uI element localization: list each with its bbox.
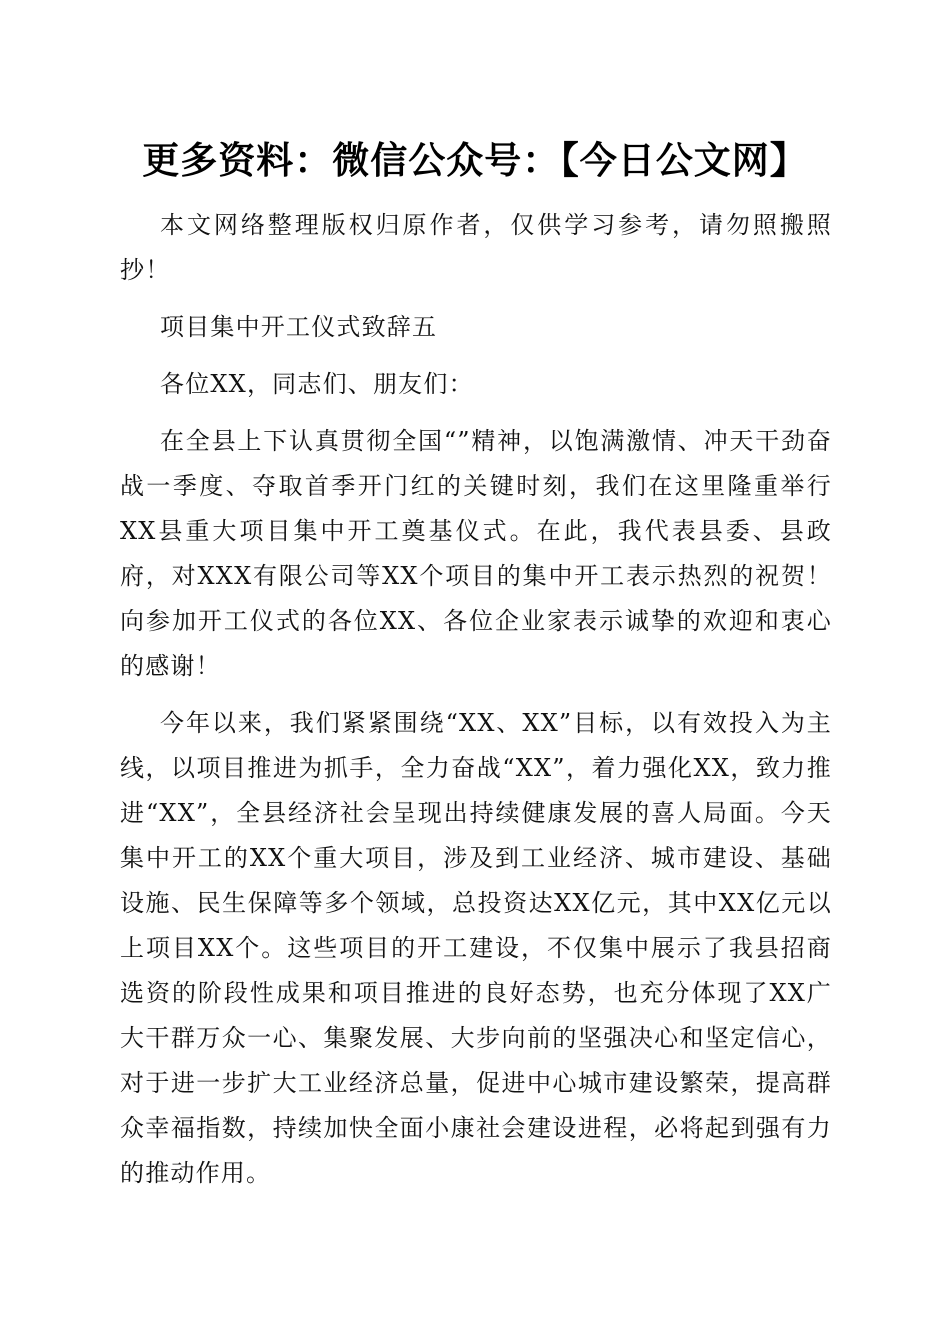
paragraph: 今年以来，我们紧紧围绕“XX、XX”目标，以有效投入为主线，以项目推进为抓手，全力奋战“XX”，着力强化XX，致力推进“XX”，全县经济社会呈现出持续健康发展的喜人局面。今天集中开工的XX个重大项目，涉及到工业经济、城市建设、基础设施、民生保障等多个领域，总投资达XX亿元，其中XX亿元以上项目XX个。这些项目的开工建设，不仅集中展示了我县招商选资的阶段性成果和项目推进的良好态势，也充分体现了XX广大干群万众一心、集聚发展、大步向前的坚强决心和坚定信心，对于进一步扩大工业经济总量，促进中心城市建设繁荣，提高群众幸福指数，持续加快全面小康社会建设进程，必将起到强有力的推动作用。	[120, 709, 832, 1187]
document-body	[120, 203, 832, 1196]
paragraph: 在全县上下认真贯彻全国“”精神，以饱满激情、冲天干劲奋战一季度、夺取首季开门红的关键时刻，我们在这里隆重举行XX县重大项目集中开工奠基仪式。在此，我代表县委、县政府，对XXX有限公司等XX个项目的集中开工表示热烈的祝贺！向参加开工仪式的各位XX、各位企业家表示诚挚的欢迎和衷心的感谢！	[120, 427, 832, 680]
document-title: 项目集中开工仪式致辞五	[160, 313, 438, 341]
header-title: 更多资料：微信公众号：【今日公文网】	[142, 138, 808, 182]
copyright-notice: 本文网络整理版权归原作者，仅供学习参考，请勿照搬照抄！	[120, 211, 832, 284]
salutation: 各位XX，同志们、朋友们：	[160, 370, 474, 398]
